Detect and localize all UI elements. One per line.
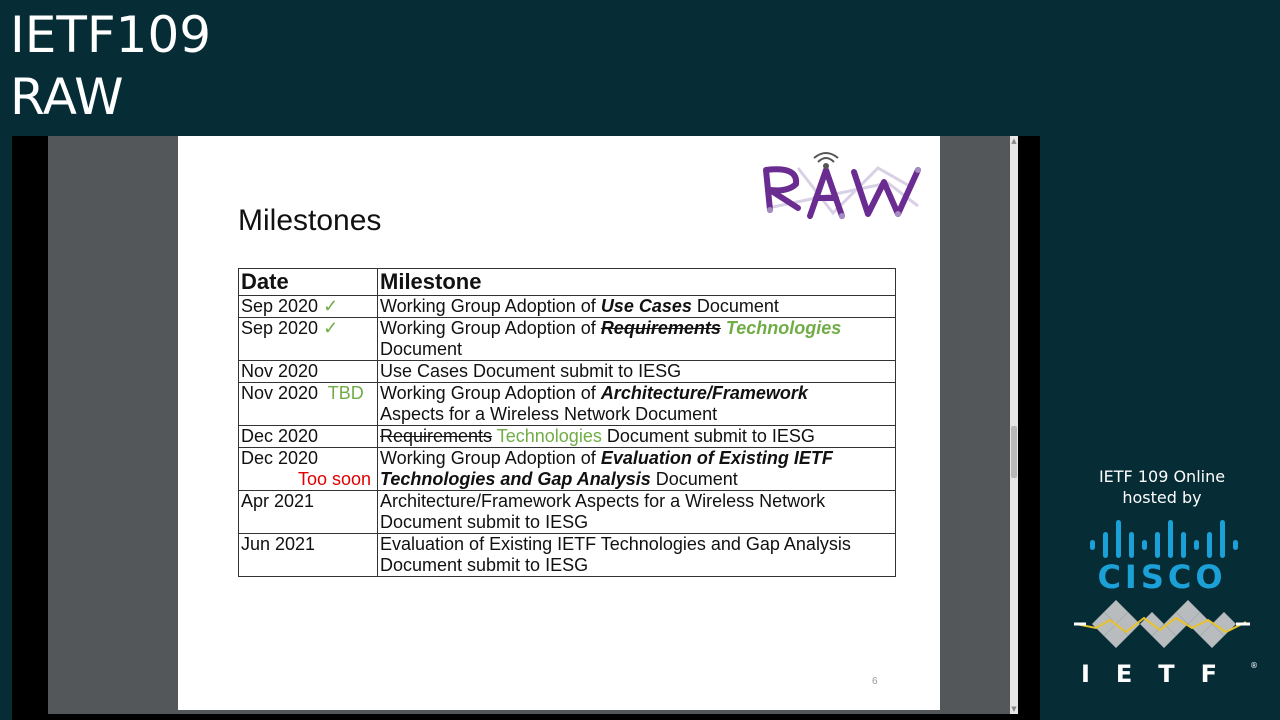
milestone-text: Aspects for a Wireless Network Document bbox=[380, 404, 718, 424]
date-text: Sep 2020 bbox=[241, 318, 319, 338]
cisco-wordmark: CISCO bbox=[1097, 558, 1227, 590]
milestone-text: Document submit to IESG bbox=[380, 512, 589, 532]
date-cell bbox=[239, 534, 378, 577]
done-check-mark: ✓ bbox=[323, 296, 339, 316]
milestone-cell bbox=[378, 318, 896, 361]
date-text: Dec 2020 bbox=[241, 426, 319, 446]
date-cell bbox=[239, 491, 378, 534]
milestone-text: Working Group Adoption of bbox=[380, 318, 601, 338]
tbd-mark: TBD bbox=[327, 383, 364, 403]
slide-viewer bbox=[48, 136, 1010, 714]
milestone-emphasis: Use Cases bbox=[600, 296, 692, 316]
date-text: Nov 2020 bbox=[241, 383, 319, 403]
online-label: IETF 109 Online bbox=[1098, 467, 1226, 486]
ietf-logo bbox=[1060, 594, 1264, 694]
date-text: Nov 2020 bbox=[241, 361, 319, 381]
session-title bbox=[10, 4, 211, 128]
date-cell bbox=[239, 448, 378, 491]
milestone-struck-text: Requirements bbox=[380, 426, 493, 446]
milestone-text: Document bbox=[380, 339, 463, 359]
milestone-text: Document submit to IESG bbox=[380, 555, 589, 575]
table-row bbox=[239, 296, 896, 318]
table-row bbox=[239, 318, 896, 361]
milestone-text: Document bbox=[650, 469, 738, 489]
scrollbar-thumb[interactable] bbox=[1011, 426, 1017, 478]
milestone-cell bbox=[378, 426, 896, 448]
milestones-table bbox=[238, 268, 896, 577]
done-check-mark: ✓ bbox=[323, 318, 339, 338]
date-text: Jun 2021 bbox=[241, 534, 316, 554]
milestone-cell bbox=[378, 491, 896, 534]
slide-page bbox=[178, 136, 940, 710]
milestone-struck-text: Requirements bbox=[600, 318, 721, 338]
slide-page-number: 6 bbox=[872, 676, 878, 687]
milestone-text: Architecture/Framework Aspects for a Wireless Network bbox=[380, 491, 826, 511]
milestone-cell bbox=[378, 448, 896, 491]
milestone-emphasis: Technologies and Gap Analysis bbox=[380, 469, 651, 489]
vertical-scrollbar[interactable] bbox=[1010, 136, 1018, 714]
milestone-text: Use Cases Document submit to IESG bbox=[380, 361, 682, 381]
milestone-replacement-text: Technologies bbox=[496, 426, 602, 446]
raw-logo bbox=[758, 148, 928, 223]
too-soon-mark: Too soon bbox=[297, 469, 371, 489]
date-text: Sep 2020 bbox=[241, 296, 319, 316]
ietf-branding bbox=[1060, 466, 1264, 698]
date-text: Dec 2020 bbox=[241, 448, 319, 468]
table-row bbox=[239, 426, 896, 448]
milestone-text: Working Group Adoption of bbox=[380, 383, 601, 403]
table-row bbox=[239, 361, 896, 383]
milestone-text: Document bbox=[691, 296, 779, 316]
ietf-wordmark: IETF bbox=[1080, 660, 1244, 688]
milestone-cell bbox=[378, 361, 896, 383]
table-row bbox=[239, 383, 896, 426]
date-text: Apr 2021 bbox=[241, 491, 315, 511]
milestone-text: Document submit to IESG bbox=[601, 426, 815, 446]
registered-mark: ® bbox=[1250, 661, 1258, 670]
date-cell bbox=[239, 383, 378, 426]
slide-title: Milestones bbox=[238, 204, 382, 237]
date-cell bbox=[239, 296, 378, 318]
milestone-text: Evaluation of Existing IETF Technologies and Gap Analysis bbox=[380, 534, 851, 554]
column-header-milestone: Milestone bbox=[378, 269, 896, 296]
presentation-video bbox=[12, 136, 1040, 720]
milestone-cell bbox=[378, 383, 896, 426]
table-row bbox=[239, 448, 896, 491]
milestone-replacement-text: Technologies bbox=[725, 318, 842, 338]
hosted-by-label: hosted by bbox=[1122, 488, 1202, 507]
date-cell bbox=[239, 426, 378, 448]
milestone-text: Working Group Adoption of bbox=[380, 296, 601, 316]
date-cell bbox=[239, 361, 378, 383]
milestone-emphasis: Architecture/Framework bbox=[600, 383, 808, 403]
scroll-up-arrow-icon[interactable]: ▲ bbox=[1011, 137, 1017, 145]
milestone-cell bbox=[378, 296, 896, 318]
table-row bbox=[239, 534, 896, 577]
session-title-line1: IETF109 bbox=[10, 6, 212, 64]
table-header-row bbox=[239, 269, 896, 296]
table-row bbox=[239, 491, 896, 534]
milestone-cell bbox=[378, 534, 896, 577]
milestone-text: Working Group Adoption of bbox=[380, 448, 601, 468]
milestone-emphasis: Evaluation of Existing IETF bbox=[600, 448, 833, 468]
column-header-date: Date bbox=[239, 269, 378, 296]
session-title-line2: RAW bbox=[10, 68, 124, 126]
cisco-logo bbox=[1060, 508, 1264, 590]
scroll-down-arrow-icon[interactable]: ▼ bbox=[1011, 705, 1017, 713]
date-cell bbox=[239, 318, 378, 361]
